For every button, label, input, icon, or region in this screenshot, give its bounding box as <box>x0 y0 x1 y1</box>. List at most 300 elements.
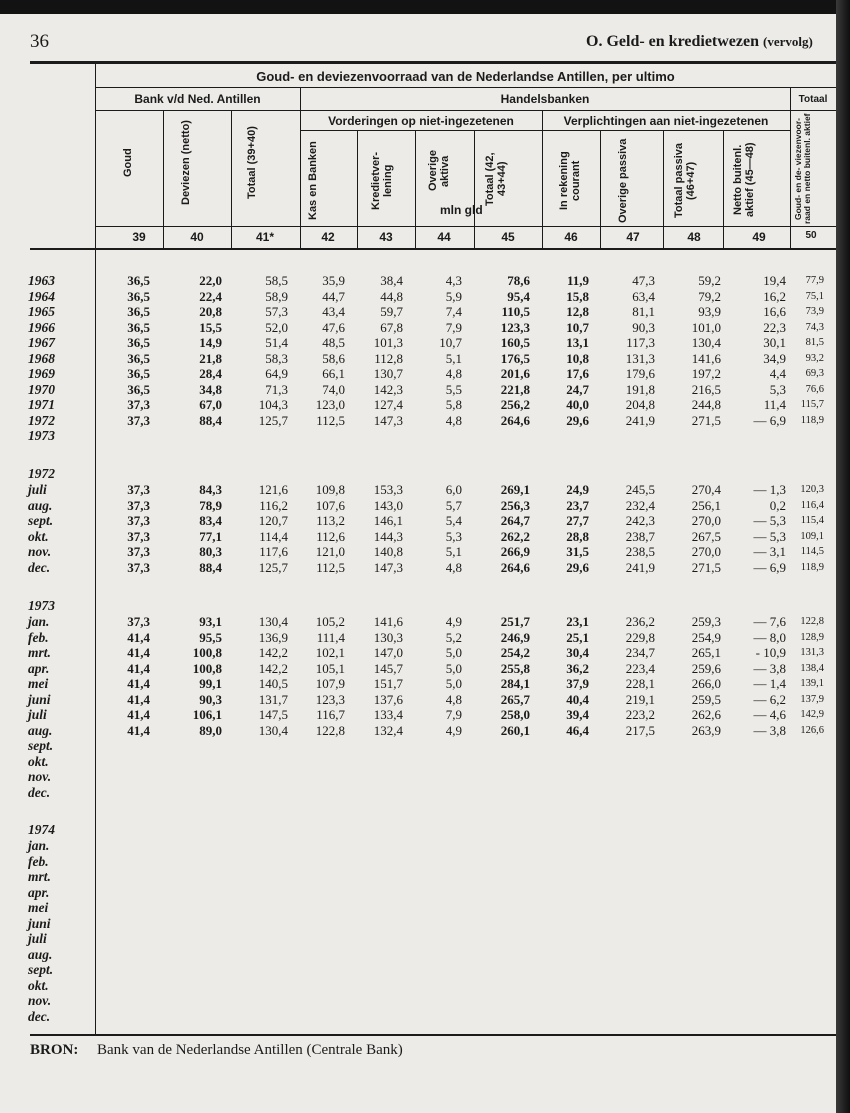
col-45-label: Totaal (42, 43+44) <box>484 152 508 206</box>
row-label-month: mei <box>28 900 49 915</box>
table-cell-col-45: 95,4 <box>507 288 530 304</box>
table-cell-col-39: 36,5 <box>127 335 150 350</box>
table-cell-col-41: 125,7 <box>258 559 288 575</box>
row-label-month: nov. <box>28 769 52 784</box>
table-cell-col-42: 112,6 <box>316 528 345 544</box>
table-cell-col-49: — 5,3 <box>753 513 786 528</box>
table-cell-col-43: 153,3 <box>373 482 403 497</box>
table-cell-col-41: 142,2 <box>258 660 288 676</box>
table-cell-col-46: 29,6 <box>566 559 589 575</box>
table-cell-col-45: 258,0 <box>500 707 530 722</box>
table-cell-col-39: 37,3 <box>127 397 150 412</box>
table-cell-col-47: 245,5 <box>625 482 655 497</box>
table-cell-col-46: 46,4 <box>566 722 589 738</box>
table-cell-col-48: 256,1 <box>691 497 721 513</box>
table-cell-col-39: 37,3 <box>127 559 150 575</box>
table-cell-col-48: 262,6 <box>691 707 721 722</box>
table-cell-col-39: 41,4 <box>127 629 150 645</box>
table-cell-col-43: 146,1 <box>373 513 403 528</box>
table-cell-col-43: 133,4 <box>373 707 403 722</box>
table-cell-col-45: 160,5 <box>500 335 530 350</box>
table-cell-col-50: 120,3 <box>800 484 824 495</box>
bottom-rule <box>30 1034 836 1036</box>
table-cell-col-40: 20,8 <box>199 304 222 319</box>
row-label-month: nov. <box>28 544 52 559</box>
table-cell-col-49: 16,2 <box>763 288 786 304</box>
table-cell-col-48: 244,8 <box>691 397 721 412</box>
table-cell-col-42: 116,7 <box>316 707 345 722</box>
table-cell-col-47: 217,5 <box>625 722 655 738</box>
table-cell-col-40: 95,5 <box>199 629 222 645</box>
table-cell-col-50: 128,9 <box>800 631 824 643</box>
table-cell-col-48: 270,0 <box>691 544 721 559</box>
table-cell-col-42: 112,5 <box>316 412 345 428</box>
table-cell-col-42: 121,0 <box>315 544 345 559</box>
table-cell-col-39: 36,5 <box>127 319 150 335</box>
divider-total <box>790 88 791 248</box>
table-cell-col-46: 29,6 <box>566 412 589 428</box>
table-cell-col-42: 105,2 <box>315 614 345 629</box>
table-cell-col-44: 5,0 <box>445 660 462 676</box>
row-label-year: 1964 <box>28 288 55 304</box>
table-cell-col-39: 36,5 <box>127 288 150 304</box>
table-cell-col-45: 269,1 <box>500 482 530 497</box>
col-47-label: Overige passiva <box>617 138 629 224</box>
section-title-continued: (vervolg) <box>763 34 813 49</box>
table-cell-col-42: 58,6 <box>322 350 345 366</box>
block-year-1974: 1974 <box>28 822 55 837</box>
row-label-month: sept. <box>28 962 54 977</box>
table-cell-col-47: 204,8 <box>625 397 655 412</box>
col-num-44: 44 <box>437 230 451 244</box>
table-cell-col-50: 138,4 <box>800 662 824 674</box>
table-cell-col-40: 88,4 <box>199 412 222 428</box>
table-cell-col-40: 84,3 <box>199 482 222 497</box>
row-label-month: feb. <box>28 853 49 869</box>
table-cell-col-45: 265,7 <box>500 691 530 707</box>
col-divider-44 <box>474 131 475 248</box>
section-title <box>586 33 813 51</box>
table-cell-col-40: 90,3 <box>199 691 222 707</box>
table-cell-col-40: 78,9 <box>199 497 222 513</box>
table-cell-col-42: 122,8 <box>315 722 345 738</box>
row-label-month: sept. <box>28 513 54 528</box>
table-cell-col-44: 5,3 <box>445 528 462 544</box>
table-cell-col-39: 37,3 <box>127 614 150 629</box>
table-cell-col-42: 107,6 <box>315 497 345 513</box>
table-cell-col-42: 113,2 <box>316 513 345 528</box>
table-cell-col-46: 13,1 <box>566 335 589 350</box>
table-cell-col-48: 93,9 <box>698 304 721 319</box>
table-cell-col-49: — 3,8 <box>753 660 786 676</box>
table-cell-col-44: 5,1 <box>445 350 462 366</box>
table-cell-col-44: 5,7 <box>445 497 462 513</box>
table-cell-col-46: 10,7 <box>566 319 589 335</box>
rule-under-group-header <box>95 110 836 111</box>
table-cell-col-45: 78,6 <box>507 273 530 288</box>
divider-bank-commercial <box>300 88 301 248</box>
table-cell-col-41: 130,4 <box>258 614 288 629</box>
table-cell-col-39: 41,4 <box>127 676 150 691</box>
table-cell-col-44: 5,9 <box>445 288 462 304</box>
table-cell-col-47: 131,3 <box>625 350 655 366</box>
table-cell-col-47: 223,2 <box>625 707 655 722</box>
table-cell-col-49: — 6,9 <box>753 412 786 428</box>
table-cell-col-42: 48,5 <box>322 335 345 350</box>
table-cell-col-40: 99,1 <box>199 676 222 691</box>
table-cell-col-45: 264,6 <box>500 559 530 575</box>
col-43-label: Kredietver- lening <box>370 151 394 211</box>
table-cell-col-49: - 10,9 <box>755 645 786 660</box>
table-cell-col-47: 238,7 <box>625 528 655 544</box>
table-cell-col-40: 22,0 <box>199 273 222 288</box>
table-cell-col-49: 16,6 <box>763 304 786 319</box>
table-cell-col-49: — 1,4 <box>753 676 786 691</box>
table-cell-col-40: 34,8 <box>199 381 222 397</box>
table-cell-col-46: 25,1 <box>566 629 589 645</box>
table-cell-col-43: 130,7 <box>373 366 403 381</box>
table-cell-col-39: 41,4 <box>127 722 150 738</box>
table-cell-col-44: 5,0 <box>445 645 462 660</box>
col-num-47: 47 <box>626 230 640 244</box>
col-num-48: 48 <box>687 230 701 244</box>
table-cell-col-44: 5,1 <box>445 544 462 559</box>
table-cell-col-45: 123,3 <box>500 319 530 335</box>
table-cell-col-40: 89,0 <box>199 722 222 738</box>
row-label-month: mei <box>28 676 49 691</box>
col-46-label: In rekening courant <box>558 151 582 211</box>
total-group-heading: Totaal <box>798 94 828 105</box>
table-cell-col-50: 114,5 <box>800 546 824 557</box>
table-cell-col-44: 5,4 <box>445 513 462 528</box>
table-cell-col-44: 7,9 <box>445 319 462 335</box>
table-cell-col-47: 81,1 <box>632 304 655 319</box>
table-cell-col-45: 110,5 <box>501 304 530 319</box>
table-cell-col-39: 36,5 <box>127 366 150 381</box>
row-label-month: juli <box>28 931 47 946</box>
table-cell-col-49: 11,4 <box>763 397 786 412</box>
table-cell-col-47: 90,3 <box>632 319 655 335</box>
table-cell-col-40: 88,4 <box>199 559 222 575</box>
table-cell-col-41: 71,3 <box>265 381 288 397</box>
row-label-month: apr. <box>28 660 50 676</box>
table-cell-col-48: 267,5 <box>691 528 721 544</box>
source-label: BRON: <box>30 1042 79 1058</box>
table-cell-col-46: 28,8 <box>566 528 589 544</box>
table-cell-col-41: 131,7 <box>258 691 288 707</box>
table-cell-col-39: 36,5 <box>127 350 150 366</box>
table-cell-col-47: 117,3 <box>626 335 655 350</box>
table-cell-col-42: 43,4 <box>322 304 345 319</box>
row-label-month: mrt. <box>28 869 51 884</box>
row-label-month: juli <box>28 482 47 497</box>
table-cell-col-47: 228,1 <box>625 676 655 691</box>
row-label-month: jan. <box>28 614 50 629</box>
table-cell-col-39: 41,4 <box>127 660 150 676</box>
table-cell-col-43: 38,4 <box>380 273 403 288</box>
table-cell-col-43: 101,3 <box>373 335 403 350</box>
table-cell-col-47: 241,9 <box>625 412 655 428</box>
col-divider-42 <box>357 131 358 248</box>
row-label-month: aug. <box>28 497 53 513</box>
table-cell-col-40: 106,1 <box>192 707 222 722</box>
table-cell-col-47: 219,1 <box>625 691 655 707</box>
table-cell-col-43: 145,7 <box>373 660 403 676</box>
bank-group-heading: Bank v/d Ned. Antillen <box>134 92 261 106</box>
table-cell-col-43: 127,4 <box>373 397 403 412</box>
table-cell-col-41: 116,2 <box>259 497 288 513</box>
table-cell-col-50: 142,9 <box>800 709 824 720</box>
table-cell-col-47: 236,2 <box>625 614 655 629</box>
table-cell-col-41: 120,7 <box>258 513 288 528</box>
table-cell-col-40: 83,4 <box>199 513 222 528</box>
table-cell-col-49: 30,1 <box>763 335 786 350</box>
table-cell-col-41: 58,9 <box>265 288 288 304</box>
table-cell-col-50: 75,1 <box>805 290 824 302</box>
table-cell-col-49: 22,3 <box>763 319 786 335</box>
table-cell-col-48: 79,2 <box>698 288 721 304</box>
row-label-year: 1970 <box>28 381 55 397</box>
table-cell-col-46: 30,4 <box>566 645 589 660</box>
col-40-label: Deviezen (netto) <box>180 120 192 206</box>
table-cell-col-45: 201,6 <box>500 366 530 381</box>
table-cell-col-44: 4,8 <box>445 559 462 575</box>
row-label-year: 1973 <box>28 428 55 443</box>
table-cell-col-48: 259,6 <box>691 660 721 676</box>
table-cell-col-48: 265,1 <box>691 645 721 660</box>
unit-label: mln gld <box>440 203 483 217</box>
row-label-month: juli <box>28 707 47 722</box>
row-label-month: nov. <box>28 993 52 1008</box>
commercial-banks-heading: Handelsbanken <box>500 92 590 106</box>
table-cell-col-48: 216,5 <box>691 381 721 397</box>
table-cell-col-50: 77,9 <box>805 275 824 286</box>
col-divider-46 <box>600 131 601 248</box>
table-cell-col-41: 140,5 <box>258 676 288 691</box>
table-cell-col-39: 37,3 <box>127 497 150 513</box>
table-cell-col-46: 27,7 <box>566 513 589 528</box>
table-cell-col-50: 122,8 <box>800 616 824 627</box>
table-cell-col-40: 67,0 <box>199 397 222 412</box>
table-cell-col-46: 11,9 <box>566 273 589 288</box>
table-cell-col-41: 114,4 <box>259 528 288 544</box>
table-cell-col-41: 58,5 <box>265 273 288 288</box>
table-cell-col-47: 232,4 <box>625 497 655 513</box>
table-cell-col-50: 115,4 <box>800 515 824 526</box>
table-cell-col-46: 40,4 <box>566 691 589 707</box>
table-cell-col-47: 63,4 <box>632 288 655 304</box>
table-cell-col-46: 23,1 <box>566 614 589 629</box>
col-divider-48 <box>723 131 724 248</box>
table-cell-col-41: 52,0 <box>265 319 288 335</box>
col-divider-39 <box>163 111 164 248</box>
row-label-year: 1968 <box>28 350 55 366</box>
table-cell-col-39: 41,4 <box>127 691 150 707</box>
col-50-label: Goud- en de- viezenvoor- raad en netto buitenl. aktief <box>793 113 812 225</box>
divider-claims-liabilities <box>542 111 543 248</box>
row-label-year: 1963 <box>28 273 55 288</box>
col-num-46: 46 <box>564 230 578 244</box>
table-cell-col-41: 51,4 <box>265 335 288 350</box>
col-divider-47 <box>663 131 664 248</box>
table-cell-col-39: 37,3 <box>127 513 150 528</box>
table-cell-col-47: 223,4 <box>625 660 655 676</box>
table-cell-col-45: 255,8 <box>500 660 530 676</box>
table-cell-col-48: 197,2 <box>691 366 721 381</box>
table-cell-col-49: 34,9 <box>763 350 786 366</box>
table-cell-col-46: 12,8 <box>566 304 589 319</box>
rule-under-column-numbers <box>30 248 836 250</box>
table-cell-col-49: — 1,3 <box>753 482 786 497</box>
col-num-41: 41* <box>255 230 275 244</box>
table-cell-col-42: 35,9 <box>322 273 345 288</box>
table-cell-col-43: 147,3 <box>373 412 403 428</box>
table-cell-col-45: 266,9 <box>500 544 530 559</box>
table-cell-col-44: 7,4 <box>445 304 462 319</box>
table-cell-col-44: 6,0 <box>445 482 462 497</box>
col-divider-43 <box>415 131 416 248</box>
table-cell-col-49: 5,3 <box>769 381 786 397</box>
rule-under-subgroup-header <box>300 130 790 131</box>
table-cell-col-49: — 4,6 <box>753 707 786 722</box>
table-cell-col-48: 263,9 <box>691 722 721 738</box>
table-cell-col-50: 118,9 <box>800 561 824 573</box>
row-label-month: okt. <box>28 528 49 544</box>
table-cell-col-46: 37,9 <box>566 676 589 691</box>
row-label-month: juni <box>28 691 51 707</box>
scan-top-edge <box>0 0 850 14</box>
table-cell-col-41: 58,3 <box>265 350 288 366</box>
row-label-year: 1965 <box>28 304 55 319</box>
table-main-heading: Goud- en deviezenvoorraad van de Nederlandse Antillen, per ultimo <box>256 69 675 84</box>
table-cell-col-42: 109,8 <box>315 482 345 497</box>
table-cell-col-40: 93,1 <box>199 614 222 629</box>
col-44-label: Overige aktiva <box>427 150 451 192</box>
table-cell-col-50: 93,2 <box>805 352 824 364</box>
col-49-label: Netto buitenl. aktief (45—48) <box>732 142 756 218</box>
table-cell-col-39: 41,4 <box>127 707 150 722</box>
table-cell-col-43: 140,8 <box>373 544 403 559</box>
table-cell-col-40: 21,8 <box>199 350 222 366</box>
table-cell-col-47: 179,6 <box>625 366 655 381</box>
table-cell-col-42: 74,0 <box>322 381 345 397</box>
col-39-label: Goud <box>122 148 134 178</box>
table-cell-col-45: 264,6 <box>500 412 530 428</box>
table-cell-col-48: 271,5 <box>691 559 721 575</box>
table-cell-col-45: 254,2 <box>500 645 530 660</box>
table-cell-col-39: 36,5 <box>127 273 150 288</box>
row-label-month: aug. <box>28 946 53 962</box>
table-cell-col-42: 111,4 <box>316 629 345 645</box>
table-cell-col-50: 109,1 <box>800 530 824 542</box>
liabilities-heading: Verplichtingen aan niet-ingezetenen <box>563 114 769 128</box>
table-cell-col-44: 5,0 <box>445 676 462 691</box>
col-divider-40 <box>231 111 232 248</box>
source-text: Bank van de Nederlandse Antillen (Centrale Bank) <box>97 1042 403 1058</box>
table-cell-col-50: 116,4 <box>800 499 824 511</box>
table-cell-col-46: 24,9 <box>566 482 589 497</box>
table-cell-col-41: 142,2 <box>258 645 288 660</box>
table-cell-col-46: 39,4 <box>566 707 589 722</box>
col-48-label: Totaal passiva (46+47) <box>673 143 697 219</box>
table-cell-col-43: 137,6 <box>373 691 403 707</box>
row-label-month: mrt. <box>28 645 51 660</box>
table-cell-col-45: 176,5 <box>500 350 530 366</box>
top-rule <box>30 61 836 64</box>
table-cell-col-43: 144,3 <box>373 528 403 544</box>
table-cell-col-43: 151,7 <box>373 676 403 691</box>
table-cell-col-50: 73,9 <box>805 306 824 317</box>
table-cell-col-43: 112,8 <box>374 350 403 366</box>
table-cell-col-39: 37,3 <box>127 482 150 497</box>
table-cell-col-41: 57,3 <box>265 304 288 319</box>
row-label-year: 1967 <box>28 335 55 350</box>
block-year-1973: 1973 <box>28 598 55 613</box>
table-cell-col-40: 28,4 <box>199 366 222 381</box>
table-cell-col-44: 7,9 <box>445 707 462 722</box>
row-label-month: jan. <box>28 838 50 853</box>
table-cell-col-40: 80,3 <box>199 544 222 559</box>
table-cell-col-44: 4,3 <box>445 273 462 288</box>
table-cell-col-47: 47,3 <box>632 273 655 288</box>
row-label-year: 1971 <box>28 397 55 412</box>
table-cell-col-39: 36,5 <box>127 304 150 319</box>
table-cell-col-49: — 3,1 <box>753 544 786 559</box>
table-cell-col-50: 131,3 <box>800 647 824 658</box>
table-cell-col-44: 5,8 <box>445 397 462 412</box>
col-num-40: 40 <box>190 230 204 244</box>
table-cell-col-49: 19,4 <box>763 273 786 288</box>
table-cell-col-41: 130,4 <box>258 722 288 738</box>
table-cell-col-46: 36,2 <box>566 660 589 676</box>
block-year-1972: 1972 <box>28 466 55 481</box>
row-label-year: 1969 <box>28 366 55 381</box>
table-cell-col-41: 64,9 <box>265 366 288 381</box>
table-cell-col-46: 31,5 <box>566 544 589 559</box>
row-label-month: dec. <box>28 1008 51 1024</box>
table-cell-col-48: 270,0 <box>691 513 721 528</box>
table-cell-col-50: 76,6 <box>805 383 824 395</box>
table-cell-col-42: 112,5 <box>316 559 345 575</box>
table-cell-col-43: 59,7 <box>380 304 403 319</box>
col-num-42: 42 <box>321 230 335 244</box>
table-cell-col-45: 260,1 <box>500 722 530 738</box>
table-cell-col-47: 234,7 <box>625 645 655 660</box>
table-cell-col-45: 251,7 <box>500 614 530 629</box>
row-label-month: okt. <box>28 977 49 993</box>
table-cell-col-44: 10,7 <box>439 335 462 350</box>
table-cell-col-40: 77,1 <box>199 528 222 544</box>
table-cell-col-42: 44,7 <box>322 288 345 304</box>
table-cell-col-45: 256,3 <box>500 497 530 513</box>
table-cell-col-48: 141,6 <box>691 350 721 366</box>
row-label-month: juni <box>28 915 51 931</box>
table-cell-col-39: 37,3 <box>127 528 150 544</box>
table-cell-col-45: 256,2 <box>500 397 530 412</box>
table-cell-col-46: 40,0 <box>566 397 589 412</box>
table-cell-col-43: 147,3 <box>373 559 403 575</box>
table-cell-col-46: 17,6 <box>566 366 589 381</box>
table-cell-col-48: 101,0 <box>691 319 721 335</box>
row-label-year: 1966 <box>28 319 55 335</box>
table-cell-col-45: 221,8 <box>500 381 530 397</box>
table-cell-col-50: 139,1 <box>800 678 824 689</box>
table-cell-col-42: 123,0 <box>315 397 345 412</box>
page-number: 36 <box>30 31 49 52</box>
table-cell-col-44: 4,8 <box>445 366 462 381</box>
table-cell-col-41: 125,7 <box>258 412 288 428</box>
table-cell-col-41: 117,6 <box>259 544 288 559</box>
